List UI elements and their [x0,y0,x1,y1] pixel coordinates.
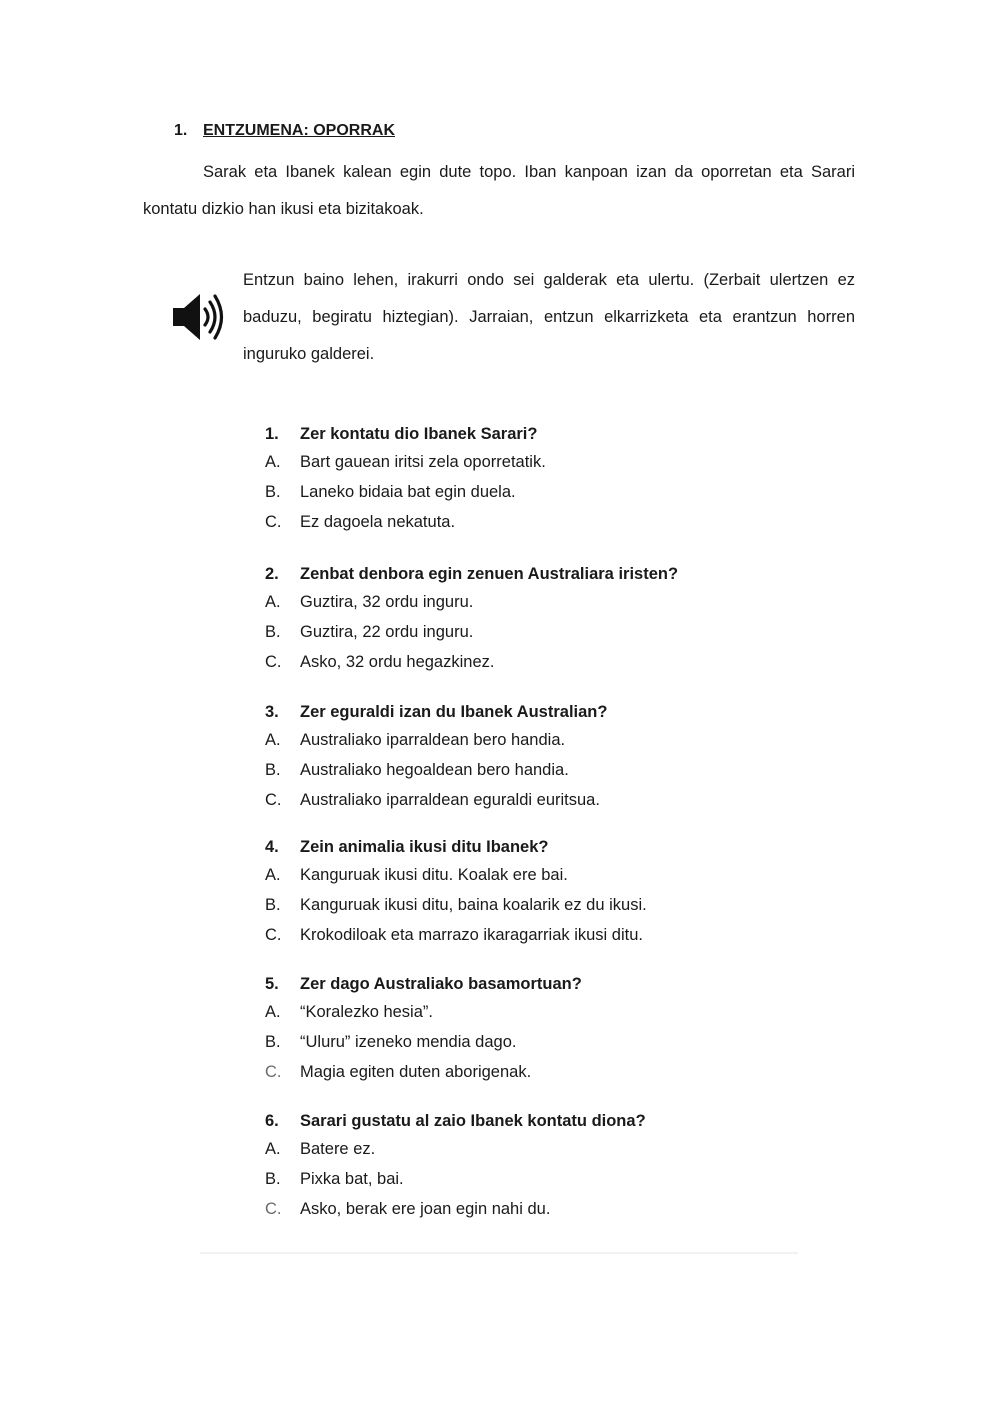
option-text: “Uluru” izeneko mendia dago. [300,1033,517,1051]
option-a[interactable] [265,860,865,890]
option-a[interactable] [265,447,865,477]
question-3 [265,699,865,815]
option-a[interactable] [265,587,865,617]
option-label: C. [265,1063,282,1081]
option-b[interactable] [265,1164,865,1194]
option-text: Australiako hegoaldean bero handia. [300,761,569,779]
option-text: Pixka bat, bai. [300,1170,404,1188]
intro-paragraph: Sarak eta Ibanek kalean egin dute topo. Iban kanpoan izan da oporretan eta Sarari kontatu dizkio han ikusi eta bizitakoak. [143,163,855,218]
question-number: 3. [265,703,279,721]
question-title [265,1108,865,1134]
option-c[interactable] [265,1194,865,1224]
option-label: B. [265,623,281,641]
option-a[interactable] [265,1134,865,1164]
question-number: 5. [265,975,279,993]
option-text: Kanguruak ikusi ditu. Koalak ere bai. [300,866,568,884]
option-text: Guztira, 32 ordu inguru. [300,593,474,611]
question-title [265,561,865,587]
speaker-icon[interactable] [170,290,226,344]
option-c[interactable] [265,920,865,950]
option-label: C. [265,926,282,944]
option-b[interactable] [265,477,865,507]
option-label: B. [265,761,281,779]
question-5 [265,971,865,1087]
option-b[interactable] [265,1027,865,1057]
question-2 [265,561,865,677]
option-label: A. [265,453,281,471]
option-c[interactable] [265,647,865,677]
question-text: Zer kontatu dio Ibanek Sarari? [300,425,538,443]
option-text: Asko, berak ere joan egin nahi du. [300,1200,551,1218]
option-text: Guztira, 22 ordu inguru. [300,623,474,641]
question-title [265,971,865,997]
question-number: 4. [265,838,279,856]
question-text: Zein animalia ikusi ditu Ibanek? [300,838,549,856]
option-label: B. [265,483,281,501]
option-c[interactable] [265,1057,865,1087]
question-text: Zer dago Australiako basamortuan? [300,975,582,993]
option-c[interactable] [265,785,865,815]
option-c[interactable] [265,507,865,537]
option-text: “Koralezko hesia”. [300,1003,433,1021]
option-label: B. [265,1170,281,1188]
question-number: 2. [265,565,279,583]
option-label: A. [265,1003,281,1021]
section-heading [174,122,395,140]
question-title [265,421,865,447]
option-label: A. [265,593,281,611]
instructions-paragraph: Entzun baino lehen, irakurri ondo sei galderak eta ulertu. (Zerbait ulertzen ez baduzu, begiratu hiztegian). Jarraian, entzun elkarrizketa eta erantzun horren inguruko galderei. [243,271,855,363]
question-6 [265,1108,865,1224]
question-number: 6. [265,1112,279,1130]
option-b[interactable] [265,617,865,647]
option-b[interactable] [265,890,865,920]
option-text: Kanguruak ikusi ditu, baina koalarik ez du ikusi. [300,896,647,914]
option-label: C. [265,653,282,671]
question-title [265,699,865,725]
option-text: Laneko bidaia bat egin duela. [300,483,516,501]
question-text: Zer eguraldi izan du Ibanek Australian? [300,703,608,721]
option-text: Batere ez. [300,1140,376,1158]
option-label: C. [265,513,282,531]
option-text: Ez dagoela nekatuta. [300,513,456,531]
section-number: 1. [174,122,188,139]
option-label: A. [265,731,281,749]
question-4 [265,834,865,950]
question-text: Sarari gustatu al zaio Ibanek kontatu diona? [300,1112,646,1130]
question-title [265,834,865,860]
option-b[interactable] [265,755,865,785]
question-1 [265,421,865,537]
option-text: Australiako iparraldean eguraldi euritsua. [300,791,600,809]
option-text: Australiako iparraldean bero handia. [300,731,566,749]
section-title: ENTZUMENA: OPORRAK [203,122,395,139]
divider [200,1252,798,1254]
option-label: C. [265,791,282,809]
option-text: Krokodiloak eta marrazo ikaragarriak ikusi ditu. [300,926,643,944]
question-text: Zenbat denbora egin zenuen Australiara iristen? [300,565,679,583]
option-text: Asko, 32 ordu hegazkinez. [300,653,495,671]
option-label: C. [265,1200,282,1218]
option-a[interactable] [265,725,865,755]
option-a[interactable] [265,997,865,1027]
option-label: B. [265,1033,281,1051]
option-label: B. [265,896,281,914]
option-text: Magia egiten duten aborigenak. [300,1063,532,1081]
option-text: Bart gauean iritsi zela oporretatik. [300,453,546,471]
option-label: A. [265,1140,281,1158]
question-number: 1. [265,425,279,443]
option-label: A. [265,866,281,884]
